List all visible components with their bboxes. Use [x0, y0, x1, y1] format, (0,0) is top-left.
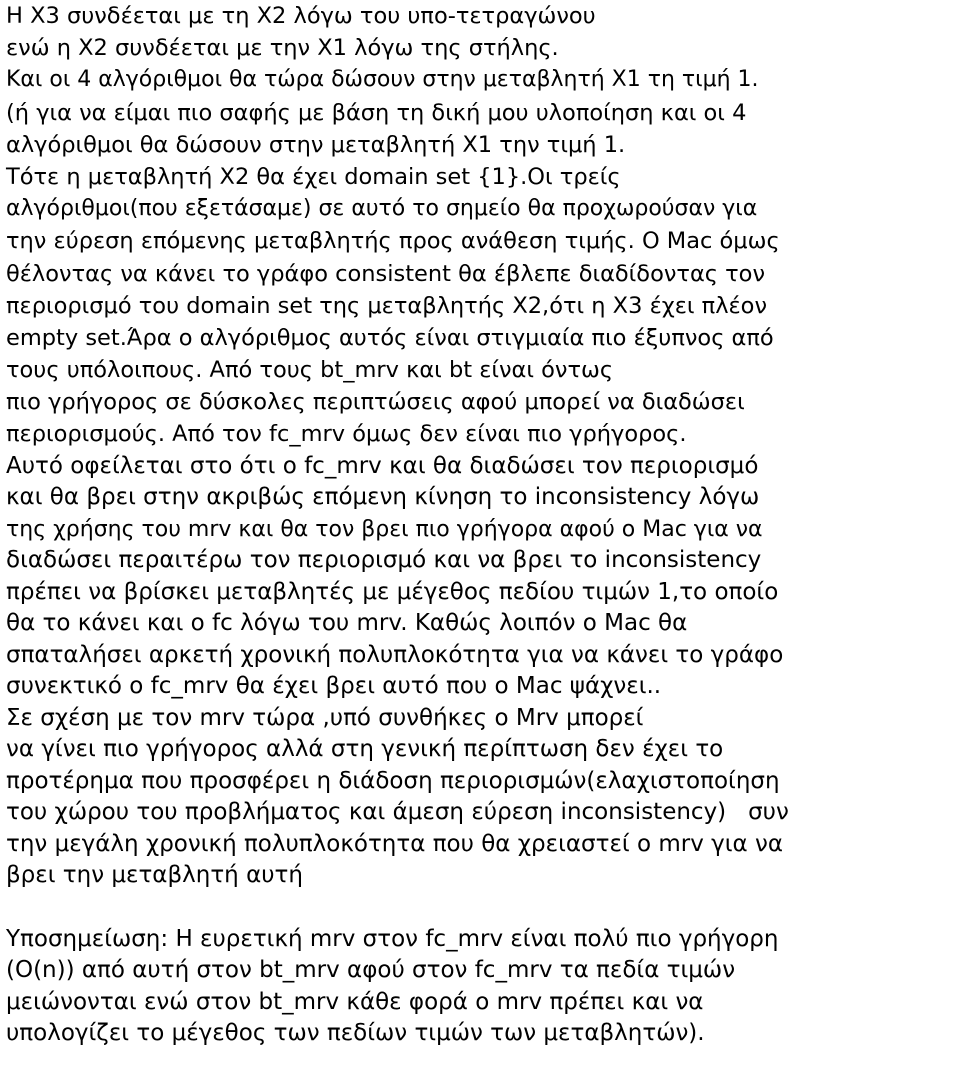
paragraph-1 [6, 0, 958, 451]
text-line: να γίνει πιο γρήγορος αλλά στη γενική περίπτωση δεν έχει το [6, 736, 724, 763]
text-line: τους υπόλοιπους. Από τους bt_mrv και bt είναι όντως [6, 357, 614, 384]
text-line: του χώρου του προβλήματος και άμεση εύρεση inconsistency) συν [6, 799, 789, 826]
text-line: ενώ η Χ2 συνδέεται με την Χ1 λόγω της στήλης. [6, 35, 559, 62]
text-line: θα το κάνει και ο fc λόγω του mrv. Καθώς λοιπόν ο Mac θα [6, 610, 688, 637]
text-line: την μεγάλη χρονική πολυπλοκότητα που θα χρειαστεί ο mrv για να [6, 830, 784, 857]
text-line: σπαταλήσει αρκετή χρονική πολυπλοκότητα για να κάνει το γράφο [6, 641, 784, 668]
text-line: empty set.Άρα ο αλγόριθμος αυτός είναι στιγμιαία πιο έξυπνος από [6, 324, 774, 351]
text-line: Αυτό οφείλεται στο ότι ο fc_mrv και θα διαδώσει τον περιορισμό [6, 452, 759, 479]
text-line: (ή για να είμαι πιο σαφής με βάση τη δική μου υλοποίηση και οι 4 [6, 99, 747, 126]
text-line: Και οι 4 αλγόριθμοι θα τώρα δώσουν στην μεταβλητή Χ1 τη τιμή 1. [6, 67, 759, 93]
text-line: διαδώσει περαιτέρω τον περιορισμό και να βρει το inconsistency [6, 547, 762, 574]
blank-line [6, 892, 958, 924]
text-line: μειώνονται ενώ στον bt_mrv κάθε φορά ο mrv πρέπει και να [6, 988, 704, 1015]
text-line: Τότε η μεταβλητή Χ2 θα έχει domain set {1}.Οι τρείς [6, 163, 621, 190]
text-line: προτέρημα που προσφέρει η διάδοση περιορισμών(ελαχιστοποίηση [6, 767, 780, 794]
text-line: την εύρεση επόμενης μεταβλητής προς ανάθεση τιμής. Ο Mac όμως [6, 228, 780, 255]
text-line: Υποσημείωση: Η ευρετική mrv στον fc_mrv είναι πολύ πιο γρήγορη [6, 925, 779, 952]
text-line: της χρήσης του mrv και θα τον βρει πιο γρήγορα αφού ο Mac για να [6, 516, 763, 542]
document-body [6, 0, 958, 1050]
text-line: αλγόριθμοι θα δώσουν στην μεταβλητή Χ1 την τιμή 1. [6, 131, 626, 158]
text-line: βρει την μεταβλητή αυτή [6, 862, 303, 889]
text-line: αλγόριθμοι(που εξετάσαμε) σε αυτό το σημείο θα προχωρούσαν για [6, 196, 758, 222]
text-line: (O(n)) από αυτή στον bt_mrv αφού στον fc_mrv τα πεδία τιμών [6, 957, 736, 984]
text-line: πρέπει να βρίσκει μεταβλητές με μέγεθος πεδίου τιμών 1,το οποίο [6, 578, 779, 605]
text-line: και θα βρει στην ακριβώς επόμενη κίνηση το inconsistency λόγω [6, 484, 760, 511]
text-line: Η Χ3 συνδέεται με τη Χ2 λόγω του υπο-τετραγώνου [6, 3, 596, 29]
text-line: πιο γρήγορος σε δύσκολες περιπτώσεις αφού μπορεί να διαδώσει [6, 389, 745, 416]
paragraph-2 [6, 451, 958, 892]
text-line: υπολογίζει το μέγεθος των πεδίων τιμών των μεταβλητών). [6, 1020, 705, 1047]
footnote [6, 924, 958, 1050]
text-line: περιορισμό του domain set της μεταβλητής Χ2,ότι η Χ3 έχει πλέον [6, 292, 768, 319]
text-line: Σε σχέση με τον mrv τώρα ,υπό συνθήκες ο Mrv μπορεί [6, 704, 644, 731]
text-line: συνεκτικό ο fc_mrv θα έχει βρει αυτό που ο Mac ψάχνει.. [6, 673, 662, 700]
text-line: περιορισμούς. Από τον fc_mrv όμως δεν είναι πιο γρήγορος. [6, 421, 687, 448]
text-line: θέλοντας να κάνει το γράφο consistent θα έβλεπε διαδίδοντας τον [6, 260, 766, 287]
